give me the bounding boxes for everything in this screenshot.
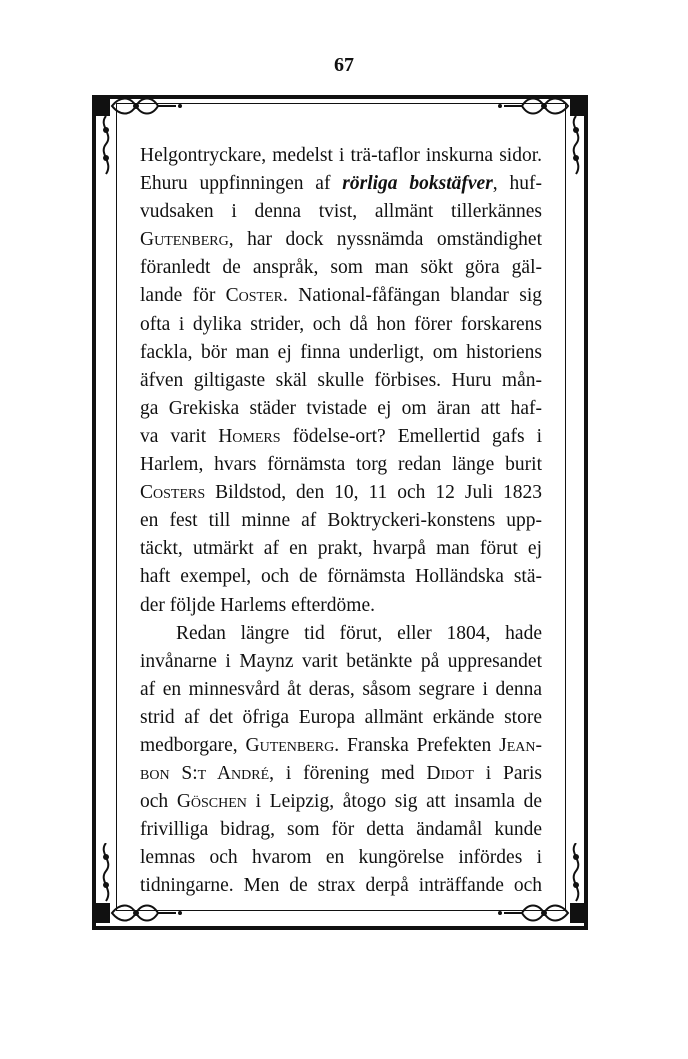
text-line: täckt, utmärkt af en prakt, hvarpå man förut ej bbox=[140, 538, 542, 560]
text-line: lemnas och hvarom en kungörelse infördes i bbox=[140, 847, 542, 869]
text-line: frivilliga bidrag, som för detta ändamål kunde bbox=[140, 819, 542, 841]
text-line: medborgare, Gutenberg. Franska Prefekten Jean- bbox=[140, 734, 542, 756]
text-line: ofta i dylika strider, och då hon förer forskarens bbox=[140, 313, 542, 335]
text-line: ga Grekiska städer tvistade ej om äran att haf- bbox=[140, 397, 542, 419]
text-line: Ehuru uppfinningen af rörliga bokstäfver, huf- bbox=[140, 173, 542, 195]
vine-ornament-icon bbox=[96, 843, 116, 903]
text-line: föranledt de anspråk, som man sökt göra gäl- bbox=[140, 257, 542, 279]
text-line: der följde Harlems efterdöme. bbox=[140, 594, 375, 616]
text-line: lande för Coster. National-fåfängan blandar sig bbox=[140, 285, 542, 307]
text-line: Costers Bildstod, den 10, 11 och 12 Juli 1823 bbox=[140, 482, 542, 504]
text-line: Redan längre tid förut, eller 1804, hade bbox=[176, 622, 542, 644]
scroll-ornament-icon bbox=[96, 903, 186, 923]
page-number: 67 bbox=[334, 54, 354, 76]
text-line: af en minnesvård åt deras, såsom segrare i denna bbox=[140, 678, 542, 700]
text-line: bon S:t André, i förening med Didot i Paris bbox=[140, 763, 542, 785]
scroll-ornament-icon bbox=[96, 96, 186, 116]
text-line: Harlem, hvars förnämsta torg redan länge burit bbox=[140, 454, 542, 476]
scroll-ornament-icon bbox=[494, 96, 584, 116]
text-line: tidningarne. Men de strax derpå inträffande och bbox=[140, 875, 542, 897]
text-line: och Göschen i Leipzig, åtogo sig att insamla de bbox=[140, 791, 543, 813]
text-line: invånarne i Maynz varit betänkte på uppresandet bbox=[140, 650, 542, 672]
text-line: vudsaken i denna tvist, allmänt tillerkännes bbox=[140, 201, 542, 223]
vine-ornament-icon bbox=[96, 116, 116, 176]
text-line: Helgontryckare, medelst i trä-taflor inskurna sidor. bbox=[140, 145, 542, 166]
text-line: va varit Homers födelse-ort? Emellertid gafs i bbox=[140, 425, 542, 447]
text-line: strid af det öfriga Europa allmänt erkände store bbox=[140, 706, 542, 728]
body-text bbox=[140, 142, 542, 901]
text-line: fackla, bör man ej finna underligt, om historiens bbox=[140, 341, 542, 363]
text-line: haft exempel, och de förnämsta Holländska stä- bbox=[140, 566, 542, 588]
text-line: Gutenberg, har dock nyssnämda omständighet bbox=[140, 229, 542, 251]
vine-ornament-icon bbox=[566, 843, 586, 903]
scroll-ornament-icon bbox=[494, 903, 584, 923]
vine-ornament-icon bbox=[566, 116, 586, 176]
text-line: en fest till minne af Boktryckeri-konstens upp- bbox=[140, 510, 542, 532]
text-line: äfven giltigaste skäl skulle förbises. Huru mån- bbox=[140, 369, 542, 391]
